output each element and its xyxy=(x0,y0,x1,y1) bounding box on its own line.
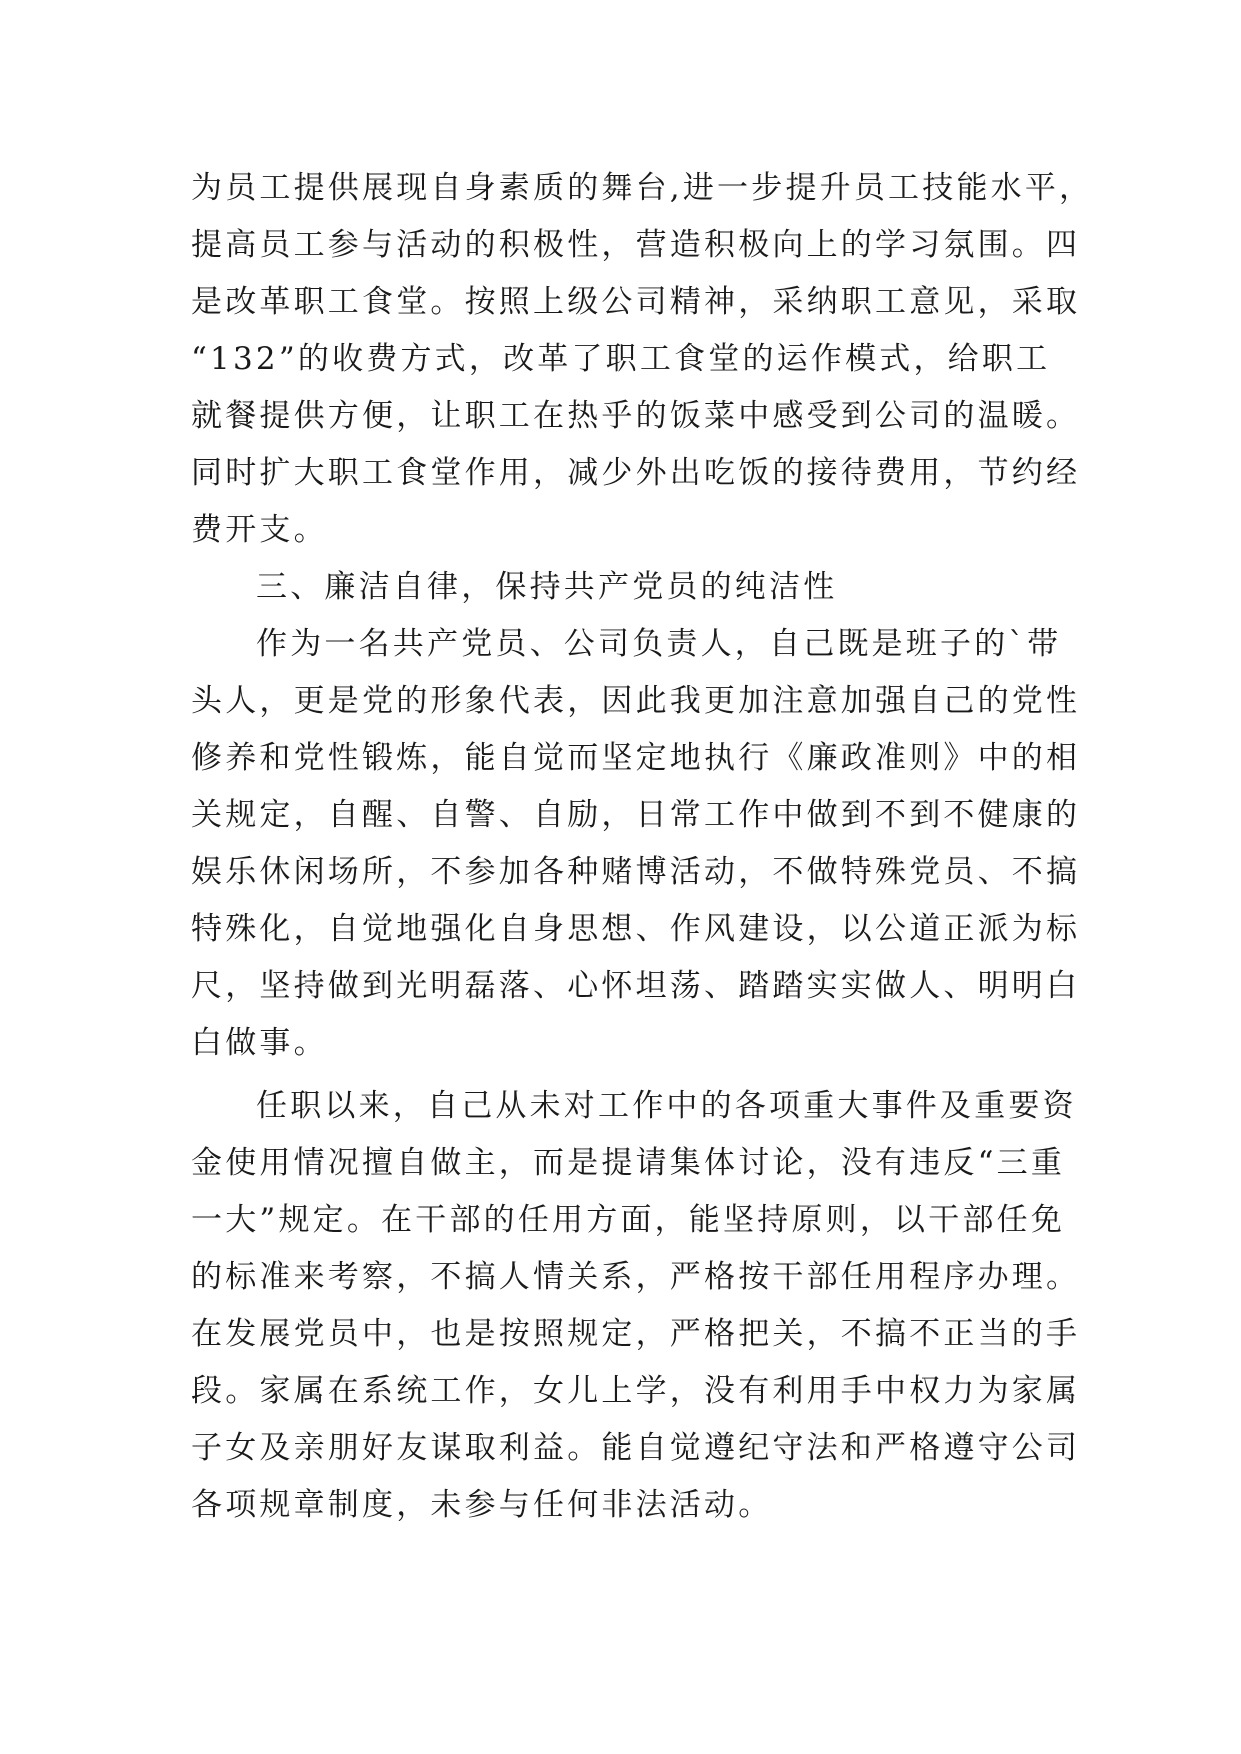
paragraph-line: 白做事。 xyxy=(191,1025,328,1061)
paragraph-line: 特殊化，自觉地强化自身思想、作风建设，以公道正派为标 xyxy=(191,911,1081,947)
section-heading: 三、廉洁自律，保持共产党员的纯洁性 xyxy=(256,569,838,605)
paragraph-canteen-reform xyxy=(191,160,1094,559)
paragraph-line: 子女及亲朋好友谋取利益。能自觉遵纪守法和严格遵守公司 xyxy=(191,1430,1081,1466)
paragraph-line: 同时扩大职工食堂作用，减少外出吃饭的接待费用，节约经 xyxy=(191,455,1081,491)
paragraph-line: 尺，坚持做到光明磊落、心怀坦荡、踏踏实实做人、明明白 xyxy=(191,968,1081,1004)
paragraph-tenure xyxy=(191,1078,1081,1534)
paragraph-line: “132”的收费方式，改革了职工食堂的运作模式，给职工 xyxy=(191,341,1051,377)
paragraph-line: 提高员工参与活动的积极性，营造积极向上的学习氛围。四 xyxy=(191,227,1081,263)
paragraph-line: 娱乐休闲场所，不参加各种赌博活动，不做特殊党员、不搞 xyxy=(191,854,1081,890)
paragraph-line: 关规定，自醒、自警、自励，日常工作中做到不到不健康的 xyxy=(191,797,1081,833)
paragraph-line: 各项规章制度，未参与任何非法活动。 xyxy=(191,1487,773,1523)
paragraph-line: 的标准来考察，不搞人情关系，严格按干部任用程序办理。 xyxy=(191,1259,1081,1295)
paragraph-line: 修养和党性锻炼，能自觉而坚定地执行《廉政准则》中的相 xyxy=(191,740,1081,776)
paragraph-line: 就餐提供方便，让职工在热乎的饭菜中感受到公司的温暖。 xyxy=(191,398,1081,434)
paragraph-line: 费开支。 xyxy=(191,512,328,548)
paragraph-line: 头人，更是党的形象代表，因此我更加注意加强自己的党性 xyxy=(191,683,1081,719)
paragraph-line: 金使用情况擅自做主，而是提请集体讨论，没有违反“三重 xyxy=(191,1145,1066,1181)
paragraph-line: 一大”规定。在干部的任用方面，能坚持原则，以干部任免 xyxy=(191,1202,1066,1238)
paragraph-line: 作为一名共产党员、公司负责人，自己既是班子的`带 xyxy=(256,626,1062,662)
paragraph-line: 是改革职工食堂。按照上级公司精神，采纳职工意见，采取 xyxy=(191,284,1081,320)
paragraph-line: 任职以来，自己从未对工作中的各项重大事件及重要资 xyxy=(256,1088,1077,1124)
document-body xyxy=(191,160,1094,1534)
paragraph-party-member xyxy=(191,616,1081,1072)
paragraph-line: 段。家属在系统工作，女儿上学，没有利用手中权力为家属 xyxy=(191,1373,1081,1409)
paragraph-line: 在发展党员中，也是按照规定，严格把关，不搞不正当的手 xyxy=(191,1316,1081,1352)
paragraph-line: 为员工提供展现自身素质的舞台,进一步提升员工技能水平， xyxy=(191,170,1094,206)
